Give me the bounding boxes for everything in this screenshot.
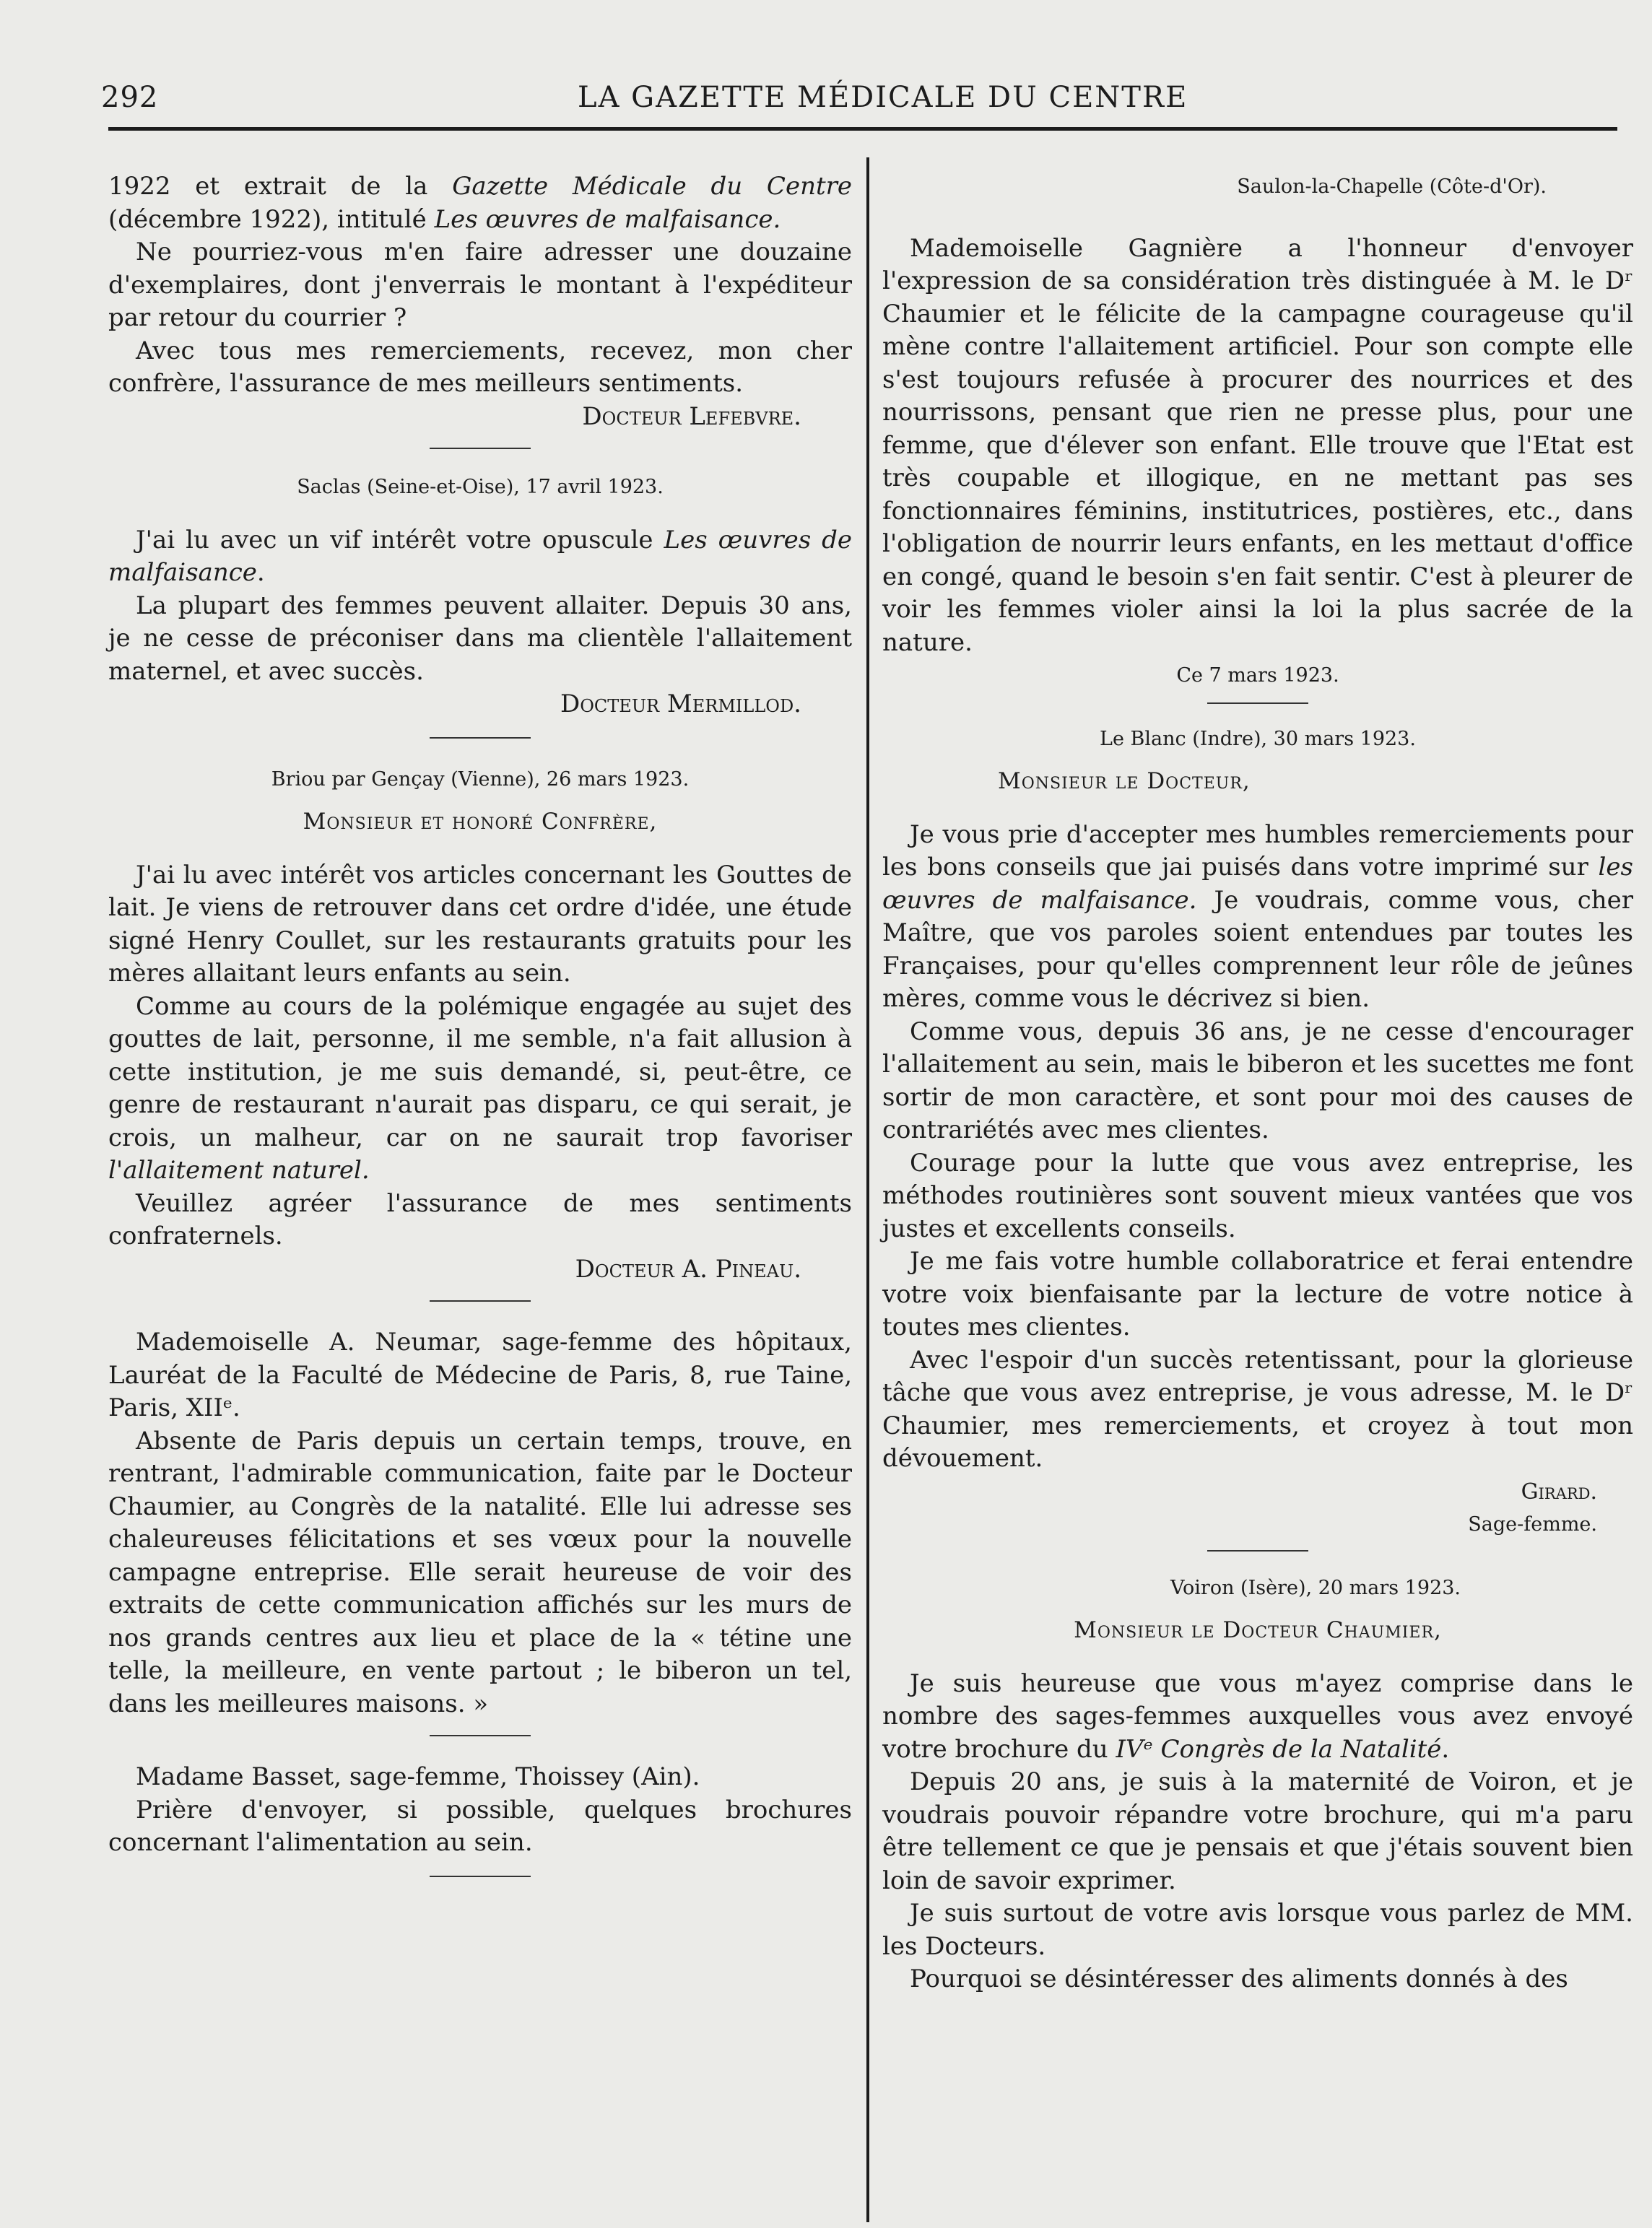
letter-neumar-paragraph: Mademoiselle A. Neumar, sage-femme des hôpitaux, Lauréat de la Faculté de Médecine de Paris, 8, rue Taine, Paris, XIIᵉ. xyxy=(108,1328,852,1422)
dateline-ce-7-mars: Ce 7 mars 1923. xyxy=(1176,664,1339,687)
letter-girard-paragraph: Je me fais votre humble collaboratrice et ferai entendre votre voix bienfaisante par la lecture de votre notice à toutes mes clientes. xyxy=(882,1247,1633,1341)
signature-pineau: Docteur A. Pineau. xyxy=(575,1254,801,1284)
signature-lefebvre: Docteur Lefebvre. xyxy=(582,401,801,431)
text-run: Je suis heureuse que vous m'ayez comprise dans le nombre des sages-femmes auxquelles vous avez envoyé votre brochure du xyxy=(882,1668,1633,1764)
letter-voiron-paragraph xyxy=(882,1668,1633,1767)
congress-title: IVᵉ Congrès de la Natalité xyxy=(1116,1734,1442,1764)
booklet-title: les œuvres de malfaisance. xyxy=(882,853,1633,915)
text-run: J'ai lu avec un vif intérêt votre opuscule xyxy=(136,525,664,554)
separator-rule xyxy=(430,1876,531,1877)
text-run: (décembre 1922), intitulé xyxy=(108,204,435,234)
journal-reference: Gazette Médicale du Centre xyxy=(452,172,853,201)
letter-voiron-paragraph: Pourquoi se désintéresser des aliments donnés à des xyxy=(910,1964,1568,1993)
column-divider xyxy=(866,157,869,2222)
letter-mermillod-paragraph: La plupart des femmes peuvent allaiter. Depuis 30 ans, je ne cesse de préconiser dans ma clientèle l'allaitement maternel, et avec succès. xyxy=(108,591,852,686)
letter-lefebvre-paragraph: Avec tous mes remerciements, recevez, mon cher confrère, l'assurance de mes meilleurs sentiments. xyxy=(108,336,852,398)
letter-girard-paragraph: Avec l'espoir d'un succès retentissant, pour la glorieuse tâche que vous avez entreprise, je vous adresse, M. le Dʳ Chaumier, mes remerciements, et croyez à tout mon dévouement. xyxy=(882,1345,1633,1473)
letter-pineau-paragraph: Veuillez agréer l'assurance de mes sentiments confraternels. xyxy=(108,1188,852,1250)
letter-basset-paragraph: Madame Basset, sage-femme, Thoissey (Ain). xyxy=(136,1762,700,1791)
separator-rule xyxy=(430,737,531,739)
signature-girard: Girard. xyxy=(1521,1479,1597,1505)
letter-basset-paragraph: Prière d'envoyer, si possible, quelques brochures concernant l'alimentation au sein. xyxy=(108,1795,852,1857)
letter-girard-paragraph: Comme vous, depuis 36 ans, je ne cesse d'encourager l'allaitement au sein, mais le biberon et les sucettes me font sortir de mon caractère, et sont pour moi des causes de contrariétés avec mes clientes. xyxy=(882,1017,1633,1144)
text-run: Je vous prie d'accepter mes humbles remerciements pour les bons conseils que jai puisés dans votre imprimé sur xyxy=(882,819,1633,882)
text-run: Comme au cours de la polémique engagée au sujet des gouttes de lait, personne, il me semble, n'a fait allusion à cette institution, je me suis demandé, si, peut-être, ce genre de restaurant n'aurait pas disparu, ce qui serait, je crois, un malheur, car on ne saurait trop favoriser xyxy=(108,991,852,1152)
dateline-briou: Briou par Gençay (Vienne), 26 mars 1923. xyxy=(271,767,690,791)
separator-rule xyxy=(1207,1550,1308,1552)
text-run: 1922 et extrait de la xyxy=(108,172,453,201)
salutation-pineau: Monsieur et honoré Confrère, xyxy=(303,809,658,835)
dateline-saclas: Saclas (Seine-et-Oise), 17 avril 1923. xyxy=(297,476,664,498)
letter-girard-paragraph: Courage pour la lutte que vous avez entreprise, les méthodes routinières sont souvent mieux vantées que vos justes et excellents conseils. xyxy=(882,1148,1633,1243)
dateline-voiron: Voiron (Isère), 20 mars 1923. xyxy=(1170,1576,1461,1599)
header-rule xyxy=(108,127,1617,131)
signature-title: Sage-femme. xyxy=(1468,1513,1597,1536)
separator-rule xyxy=(430,1735,531,1736)
right-column xyxy=(882,170,1633,1996)
salutation-chaumier: Monsieur le Docteur Chaumier, xyxy=(1074,1617,1442,1643)
dateline-le-blanc: Le Blanc (Indre), 30 mars 1923. xyxy=(1100,727,1416,750)
letter-girard-paragraph xyxy=(882,819,1633,1016)
salutation-girard: Monsieur le Docteur, xyxy=(998,768,1251,794)
text-run: Je voudrais, comme vous, cher Maître, que vos paroles soient entendues par toutes les Françaises, pour qu'elles comprennent leur rôle de jeûnes mères, comme vous le décrivez si bien. xyxy=(882,885,1634,1013)
letter-neumar-paragraph: Absente de Paris depuis un certain temps, trouve, en rentrant, l'admirable communication, faite par le Docteur Chaumier, au Congrès de la natalité. Elle lui adresse ses chaleureuses félicitations et ses vœux pour la nouvelle campagne entreprise. Elle serait heureuse de voir des extraits de cette communication affichés sur les murs de nos grands centres aux lieu et place de la « tétine une telle, la meilleure, en vente partout ; le biberon un tel, dans les meilleures maisons. » xyxy=(108,1426,852,1718)
letter-gagniere-paragraph: Mademoiselle Gagnière a l'honneur d'envoyer l'expression de sa considération très distinguée à M. le Dʳ Chaumier et le félicite de la campagne courageuse qu'il mène contre l'allaitement artificiel. Pour son compte elle s'est toujours refusée à procurer des nourrices et des nourrissons, pensant que rien ne presse plus, pour une femme, que d'élever son enfant. Elle trouve que l'Etat est très coupable et illogique, en ne mettant pas ses fonctionnaires féminins, institutrices, postières, etc., dans l'obligation de nourrir leurs enfants, en les mettaut d'office en congé, quand le besoin s'en fait sentir. C'est à pleurer de voir les femmes violer ainsi la loi la plus sacrée de la nature. xyxy=(882,233,1633,657)
letter-voiron-paragraph: Depuis 20 ans, je suis à la maternité de Voiron, et je voudrais pouvoir répandre votre brochure, qui m'a paru être tellement ce que je pensais et que j'étais souvent bien loin de savoir exprimer. xyxy=(882,1767,1633,1895)
signature-mermillod: Docteur Mermillod. xyxy=(560,689,801,718)
dateline-saulon: Saulon-la-Chapelle (Côte-d'Or). xyxy=(1237,175,1547,198)
letter-pineau-paragraph xyxy=(108,991,852,1188)
separator-rule xyxy=(1207,702,1308,704)
text-run: . xyxy=(256,558,265,587)
separator-rule xyxy=(430,1300,531,1302)
left-column xyxy=(108,170,852,1890)
letter-pineau-paragraph: J'ai lu avec intérêt vos articles concernant les Gouttes de lait. Je viens de retrouver dans cet ordre d'idée, une étude signé Henry Coullet, sur les restaurants gratuits pour les mères allaitant leurs enfants au sein. xyxy=(108,860,852,988)
emphasis-text: l'allaitement naturel. xyxy=(108,1156,370,1185)
page-number: 292 xyxy=(101,81,159,114)
booklet-title: Les œuvres de malfaisance xyxy=(108,525,852,587)
separator-rule xyxy=(430,448,531,449)
letter-mermillod-paragraph xyxy=(108,524,852,590)
journal-title: LA GAZETTE MÉDICALE DU CENTRE xyxy=(578,81,1188,114)
letter-lefebvre-paragraph xyxy=(108,170,852,236)
text-run: . xyxy=(1441,1734,1450,1764)
booklet-title: Les œuvres de malfaisance. xyxy=(434,204,781,234)
letter-lefebvre-paragraph: Ne pourriez-vous m'en faire adresser une douzaine d'exemplaires, dont j'enverrais le montant à l'expéditeur par retour du courrier ? xyxy=(108,238,852,332)
letter-voiron-paragraph: Je suis surtout de votre avis lorsque vous parlez de MM. les Docteurs. xyxy=(882,1899,1633,1961)
